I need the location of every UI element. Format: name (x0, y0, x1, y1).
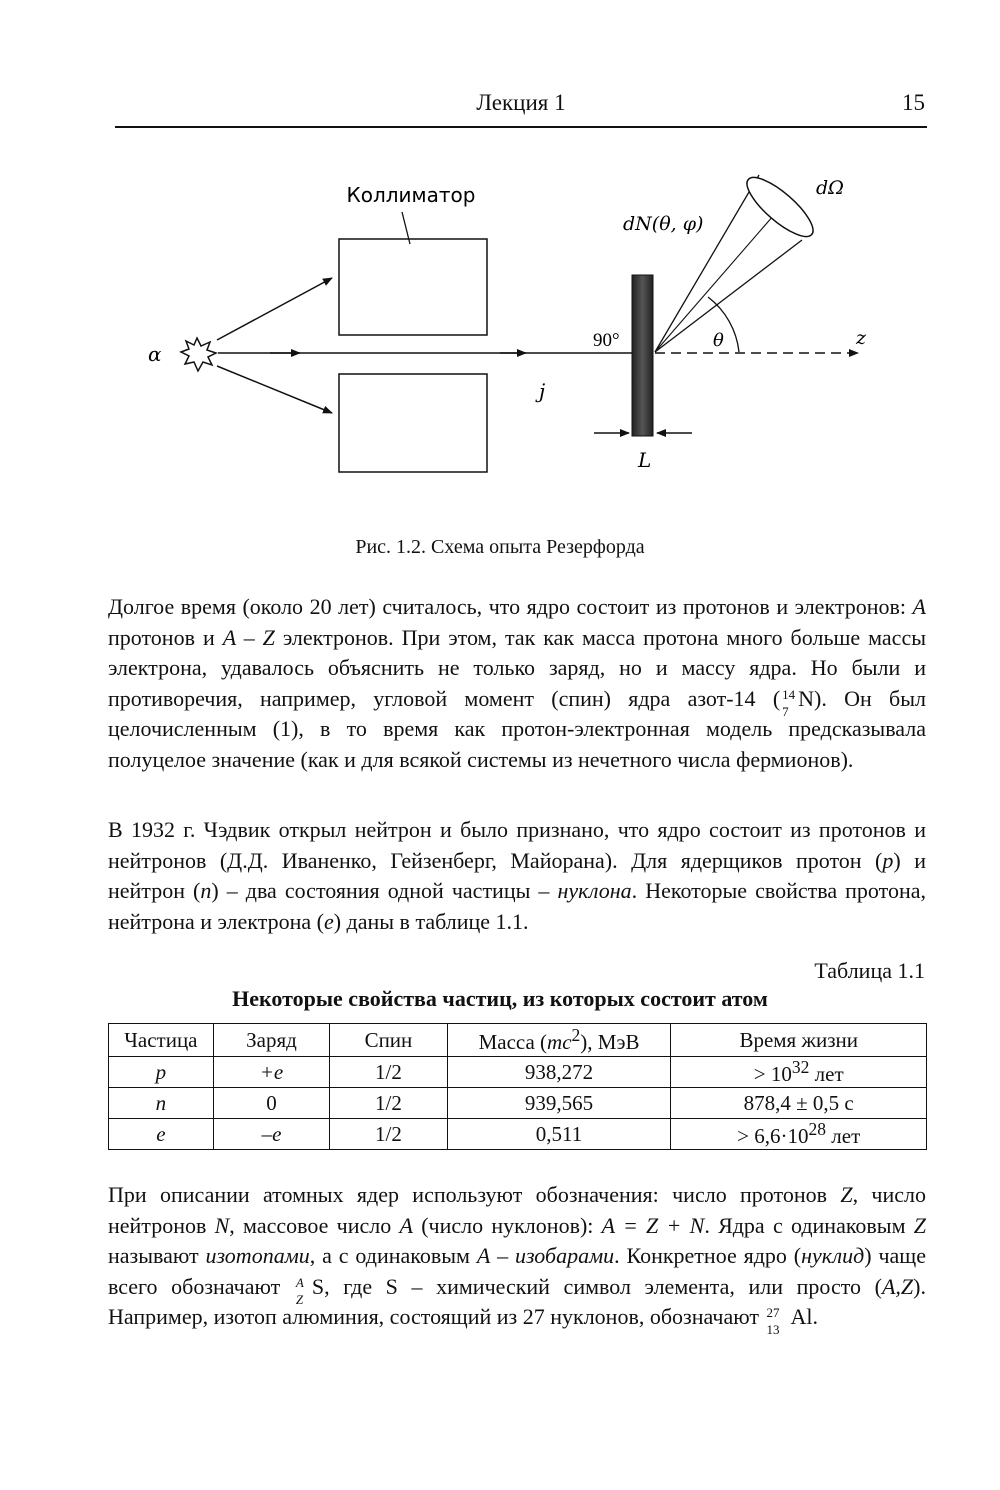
header-charge: Заряд (213, 1024, 329, 1057)
ray-upper-arrow (217, 278, 332, 340)
ray-lower-arrow (217, 366, 332, 413)
cell-spin: 1/2 (330, 1088, 447, 1119)
page-number: 15 (902, 90, 925, 115)
table-header-row (109, 1024, 927, 1057)
alpha-source-icon (181, 338, 216, 371)
angle-90-label: 90° (593, 330, 620, 351)
table-row (109, 1119, 927, 1150)
table-caption: Некоторые свойства частиц, из которых состоит атом (232, 986, 768, 1011)
cell-mass: 939,565 (447, 1088, 671, 1119)
cell-lifetime: 878,4 ± 0,5 с (671, 1088, 927, 1119)
collimator-lower-block (339, 374, 487, 472)
collimator-upper-block (339, 239, 487, 335)
alpha-label: α (148, 342, 162, 366)
cell-mass: 0,511 (447, 1119, 671, 1150)
nuclide-notation: 14 7 (782, 686, 796, 719)
paragraph-2: В 1932 г. Чэдвик открыл нейтрон и было признано, что ядро состоит из протонов и нейтронов (Д.Д. Иваненко, Гейзенберг, Майорана). Для ядерщиков протон (p) и нейтрон (n) – два состояния одной частицы – нуклона. Некоторые свойства протона, нейтрона и электрона (e) даны в таблице 1.1. (108, 817, 926, 934)
solid-angle-ellipse (739, 169, 821, 245)
target-foil (632, 275, 653, 436)
generic-nuclide-notation: A Z (295, 1274, 304, 1307)
collimator-label: Коллиматор (346, 183, 476, 207)
cell-lifetime: > $10^{32}$ лет (671, 1057, 927, 1088)
cell-spin: 1/2 (330, 1057, 447, 1088)
page-header (115, 88, 927, 128)
paragraph-1: Долгое время (около 20 лет) считалось, что ядро состоит из протонов и электронов: A протонов и A – Z электронов. При этом, так как масса протона много больше массы электрона, удавалось объяснить не только заряд, но и массу ядра. Но были и противоречия, например, угловой момент (спин) ядра азот-14 ( 14 7 N). Он был целочисленным (1), в то время как протон-электронная модель предсказывала полуцелое значение (как и для всякой системы из нечетного числа фермионов). (108, 594, 926, 772)
table-row (109, 1088, 927, 1119)
cell-particle: n (109, 1088, 214, 1119)
cell-charge: 0 (213, 1088, 329, 1119)
paragraph-3: При описании атомных ядер используют обозначения: число протонов Z, число нейтронов N, массовое число A (число нуклонов): A = Z + N. Ядра с одинаковым Z называют изотопами, а с одинаковым A – изобарами. Конкретное ядро (нуклид) чаще всего обозначают A Z S, где S – химический символ элемента, или просто (A,Z). Например, изотоп алюминия, состоящий из 27 нуклонов, обозначают 27 13 Al. (108, 1182, 927, 1337)
rutherford-figure (0, 160, 1000, 490)
cell-spin: 1/2 (330, 1119, 447, 1150)
theta-label: θ (713, 330, 724, 351)
scatter-cone-left-edge (655, 175, 759, 352)
header-spin: Спин (330, 1024, 447, 1057)
cell-mass: 938,272 (447, 1057, 671, 1088)
particle-properties-table (108, 1023, 927, 1150)
thickness-L-label: L (638, 448, 652, 472)
current-j-label: j (539, 379, 546, 403)
cell-charge: +e (213, 1057, 329, 1088)
dN-label: dN(θ, φ) (623, 213, 704, 235)
header-mass: Масса $(mc^2)$, МэВ (447, 1024, 671, 1057)
header-particle: Частица (109, 1024, 214, 1057)
cell-charge: –e (213, 1119, 329, 1150)
figure-caption: Рис. 1.2. Схема опыта Резерфорда (355, 536, 645, 558)
table-label: Таблица 1.1 (814, 958, 925, 983)
header-lifetime: Время жизни (671, 1024, 927, 1057)
cell-lifetime: > $6,6\cdot 10^{28}$ лет (671, 1119, 927, 1150)
running-title: Лекция 1 (476, 90, 566, 115)
cell-particle: p (109, 1057, 214, 1088)
table-row (109, 1057, 927, 1088)
scatter-cone-right-edge (655, 240, 802, 352)
dOmega-label: dΩ (816, 177, 844, 199)
z-axis-label: z (856, 327, 867, 349)
aluminium-nuclide-notation: 27 13 (766, 1305, 780, 1337)
cell-particle: e (109, 1119, 214, 1150)
